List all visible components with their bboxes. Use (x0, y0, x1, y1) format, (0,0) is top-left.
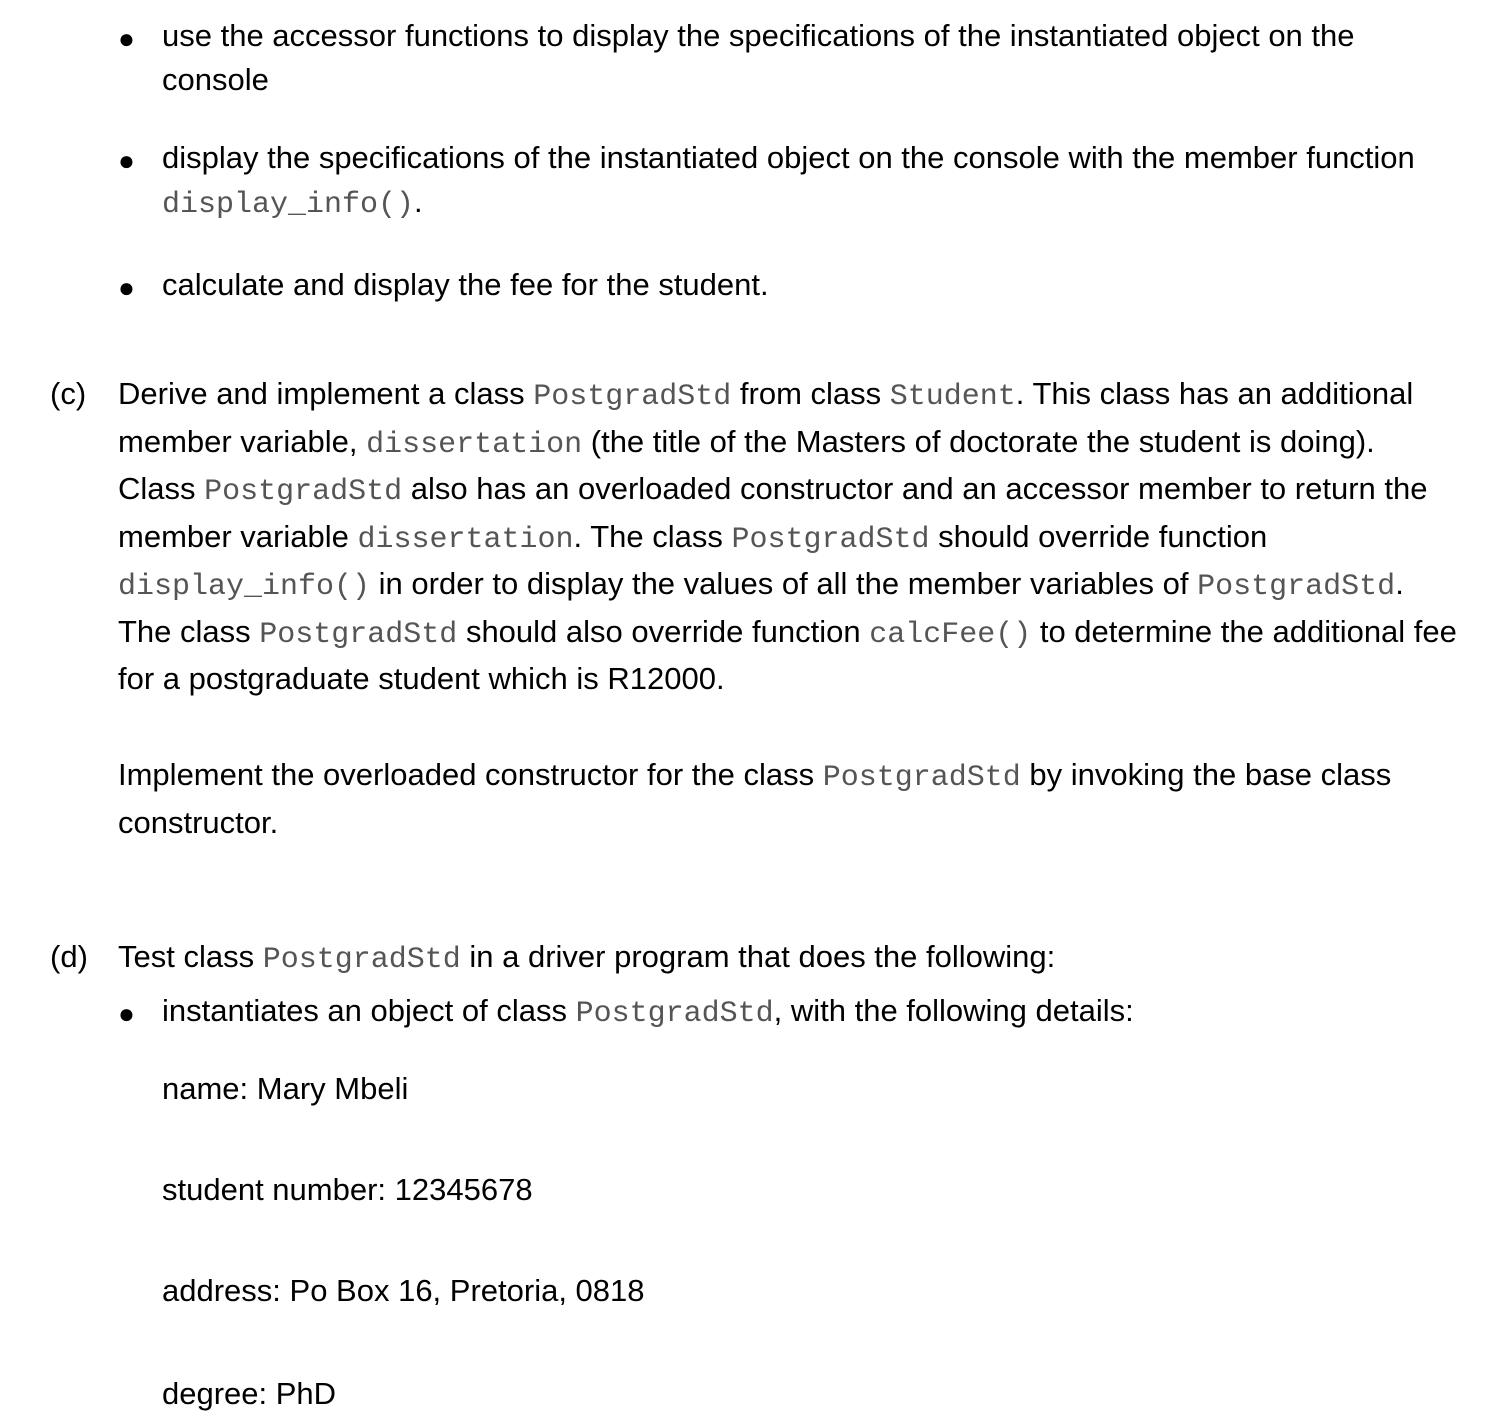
part-c-paragraph (118, 372, 1458, 701)
bullet-text: calculate and display the fee for the student. (162, 267, 769, 302)
text: , with the following details: (773, 993, 1134, 1028)
code-student: Student (889, 380, 1016, 414)
code-dissertation: dissertation (357, 522, 574, 557)
detail-degree: degree: PhD (162, 1376, 337, 1411)
code-postgradstd: PostgradStd (822, 761, 1021, 795)
code-postgradstd: PostgradStd (1197, 570, 1396, 604)
bullet-calculate-fee (162, 263, 1422, 307)
text: also has an overloaded constructor and an accessor member to return the member variable (118, 471, 1428, 554)
text: instantiates an object of class (162, 993, 576, 1028)
text: (the title of the Masters of doctorate the student is doing). Class (118, 423, 1375, 506)
part-c-constructor-paragraph (118, 753, 1458, 844)
bullet-instantiate (162, 989, 1422, 1037)
code-dissertation: dissertation (366, 427, 583, 462)
text: in order to display the values of all the member variables of (370, 566, 1198, 601)
bullet-text: . (414, 183, 423, 219)
bullet-marker: ● (118, 998, 135, 1029)
text: Test class (118, 939, 263, 974)
part-d-label: (d) (50, 939, 88, 974)
text: Derive and implement a class (118, 376, 534, 411)
text: by invoking the base class constructor. (118, 757, 1392, 840)
detail-student-number: student number: 12345678 (162, 1172, 533, 1207)
bullet-accessor-functions (162, 14, 1422, 101)
bullet-display-info (162, 136, 1422, 227)
text: . The class (573, 518, 732, 554)
code-postgradstd: PostgradStd (731, 522, 930, 557)
text: should override function (929, 518, 1268, 554)
code-postgradstd: PostgradStd (533, 380, 732, 414)
part-c-label: (c) (50, 376, 87, 411)
bullet-marker: ● (118, 272, 135, 303)
detail-name: name: Mary Mbeli (162, 1071, 409, 1106)
code-display-info: display_info() (118, 570, 371, 604)
code-postgradstd: PostgradStd (259, 617, 458, 652)
text: from class (731, 376, 890, 411)
code-display-info: display_info() (162, 187, 415, 222)
code-postgradstd: PostgradStd (204, 475, 403, 509)
code-postgradstd: PostgradStd (575, 997, 774, 1031)
text: should also override function (457, 613, 870, 649)
bullet-marker: ● (118, 23, 135, 54)
part-d-intro (118, 935, 1458, 983)
text: in a driver program that does the following: (460, 939, 1056, 974)
code-calcfee: calcFee() (869, 617, 1032, 652)
detail-address: address: Po Box 16, Pretoria, 0818 (162, 1273, 645, 1308)
code-postgradstd: PostgradStd (262, 943, 461, 977)
bullet-text: display the specifications of the instantiated object on the console with the member function (162, 140, 1415, 175)
text: . This class has an additional member variable, (118, 376, 1414, 459)
bullet-marker: ● (118, 145, 135, 176)
text: Implement the overloaded constructor for the class (118, 757, 823, 792)
bullet-text: use the accessor functions to display the specifications of the instantiated object on the console (162, 18, 1355, 97)
text: to determine the additional fee for a postgraduate student which is R12000. (118, 613, 1457, 696)
text: . The class (118, 566, 1404, 649)
